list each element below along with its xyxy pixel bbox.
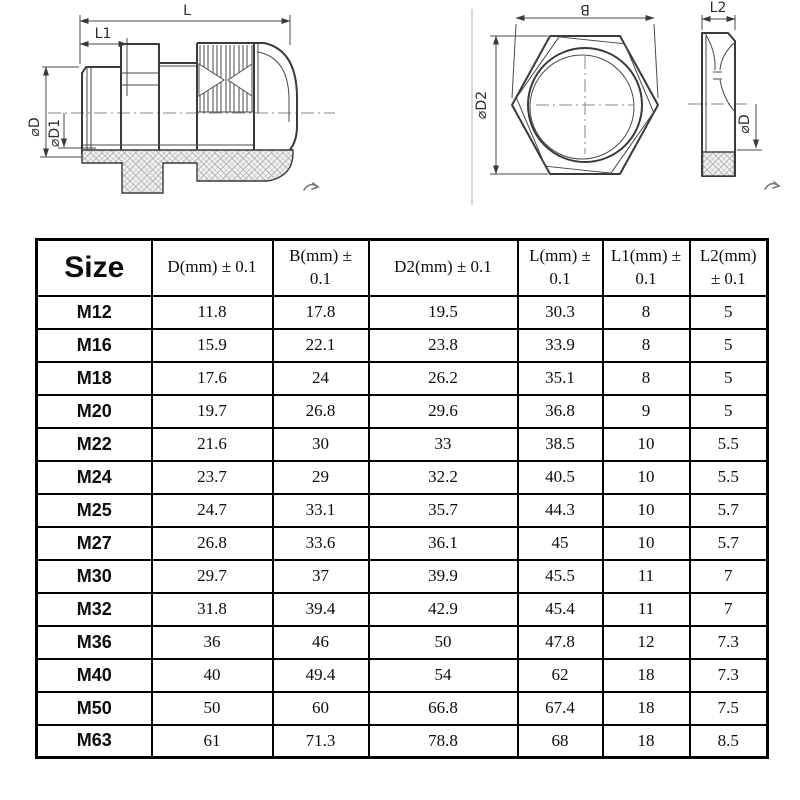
value-cell: 5	[690, 362, 768, 395]
value-cell: 29	[273, 461, 369, 494]
value-cell: 15.9	[152, 329, 273, 362]
table-row	[37, 329, 768, 362]
value-cell: 11	[603, 593, 690, 626]
size-cell: M63	[37, 725, 152, 758]
value-cell: 5	[690, 329, 768, 362]
header-l: L(mm) ± 0.1	[518, 240, 603, 296]
value-cell: 17.6	[152, 362, 273, 395]
value-cell: 5	[690, 395, 768, 428]
table-row	[37, 659, 768, 692]
header-d: D(mm) ± 0.1	[152, 240, 273, 296]
value-cell: 32.2	[369, 461, 518, 494]
table-row	[37, 560, 768, 593]
value-cell: 67.4	[518, 692, 603, 725]
spec-table-body	[37, 296, 768, 758]
dim-label-b: B	[580, 1, 590, 17]
header-l2: L2(mm) ± 0.1	[690, 240, 768, 296]
value-cell: 54	[369, 659, 518, 692]
table-row	[37, 494, 768, 527]
value-cell: 11	[603, 560, 690, 593]
value-cell: 7	[690, 560, 768, 593]
value-cell: 7	[690, 593, 768, 626]
rotation-mark-icon	[765, 182, 779, 189]
value-cell: 33.1	[273, 494, 369, 527]
dome-section	[254, 43, 297, 163]
value-cell: 29.6	[369, 395, 518, 428]
value-cell: 11.8	[152, 296, 273, 329]
value-cell: 30.3	[518, 296, 603, 329]
rotation-mark-icon	[304, 183, 318, 190]
header-l1: L1(mm) ± 0.1	[603, 240, 690, 296]
value-cell: 33.6	[273, 527, 369, 560]
value-cell: 47.8	[518, 626, 603, 659]
header-b: B(mm) ± 0.1	[273, 240, 369, 296]
size-cell: M36	[37, 626, 152, 659]
value-cell: 42.9	[369, 593, 518, 626]
side-view	[27, 3, 335, 193]
nut-section-hatch	[703, 152, 735, 176]
value-cell: 36.1	[369, 527, 518, 560]
value-cell: 45	[518, 527, 603, 560]
table-row	[37, 395, 768, 428]
value-cell: 49.4	[273, 659, 369, 692]
size-cell: M27	[37, 527, 152, 560]
table-row	[37, 527, 768, 560]
size-cell: M40	[37, 659, 152, 692]
size-cell: M32	[37, 593, 152, 626]
value-cell: 44.3	[518, 494, 603, 527]
value-cell: 17.8	[273, 296, 369, 329]
value-cell: 12	[603, 626, 690, 659]
value-cell: 61	[152, 725, 273, 758]
value-cell: 8	[603, 362, 690, 395]
value-cell: 62	[518, 659, 603, 692]
value-cell: 78.8	[369, 725, 518, 758]
value-cell: 18	[603, 725, 690, 758]
value-cell: 10	[603, 494, 690, 527]
value-cell: 10	[603, 461, 690, 494]
front-view	[474, 1, 660, 177]
header-row	[37, 240, 768, 296]
value-cell: 36.8	[518, 395, 603, 428]
table-row	[37, 626, 768, 659]
value-cell: 5.7	[690, 494, 768, 527]
value-cell: 31.8	[152, 593, 273, 626]
value-cell: 5.5	[690, 461, 768, 494]
dim-label-nut-d: ⌀D	[737, 114, 753, 134]
dim-label-d1: ⌀D1	[47, 118, 63, 148]
section-hatch	[82, 150, 293, 193]
value-cell: 30	[273, 428, 369, 461]
dim-label-l: L	[183, 3, 191, 19]
value-cell: 29.7	[152, 560, 273, 593]
spec-table	[35, 238, 769, 759]
value-cell: 60	[273, 692, 369, 725]
value-cell: 10	[603, 527, 690, 560]
value-cell: 19.7	[152, 395, 273, 428]
table-row	[37, 692, 768, 725]
size-cell: M22	[37, 428, 152, 461]
value-cell: 18	[603, 659, 690, 692]
table-row	[37, 362, 768, 395]
value-cell: 5.5	[690, 428, 768, 461]
value-cell: 18	[603, 692, 690, 725]
value-cell: 24.7	[152, 494, 273, 527]
value-cell: 71.3	[273, 725, 369, 758]
table-row	[37, 428, 768, 461]
value-cell: 66.8	[369, 692, 518, 725]
value-cell: 5	[690, 296, 768, 329]
value-cell: 68	[518, 725, 603, 758]
value-cell: 23.7	[152, 461, 273, 494]
size-cell: M50	[37, 692, 152, 725]
nut-view	[688, 0, 779, 189]
table-row	[37, 461, 768, 494]
value-cell: 38.5	[518, 428, 603, 461]
dim-label-l1: L1	[94, 26, 112, 42]
value-cell: 45.5	[518, 560, 603, 593]
value-cell: 10	[603, 428, 690, 461]
value-cell: 7.3	[690, 626, 768, 659]
value-cell: 9	[603, 395, 690, 428]
value-cell: 24	[273, 362, 369, 395]
header-size: Size	[37, 240, 152, 296]
size-cell: M25	[37, 494, 152, 527]
value-cell: 50	[152, 692, 273, 725]
value-cell: 50	[369, 626, 518, 659]
value-cell: 8	[603, 296, 690, 329]
size-cell: M18	[37, 362, 152, 395]
value-cell: 40.5	[518, 461, 603, 494]
table-row	[37, 296, 768, 329]
value-cell: 22.1	[273, 329, 369, 362]
value-cell: 8	[603, 329, 690, 362]
value-cell: 5.7	[690, 527, 768, 560]
technical-drawing	[0, 0, 800, 232]
value-cell: 8.5	[690, 725, 768, 758]
value-cell: 19.5	[369, 296, 518, 329]
value-cell: 33	[369, 428, 518, 461]
value-cell: 46	[273, 626, 369, 659]
size-cell: M12	[37, 296, 152, 329]
dim-label-d: ⌀D	[27, 117, 43, 137]
value-cell: 23.8	[369, 329, 518, 362]
value-cell: 40	[152, 659, 273, 692]
value-cell: 26.8	[152, 527, 273, 560]
value-cell: 35.1	[518, 362, 603, 395]
value-cell: 26.2	[369, 362, 518, 395]
value-cell: 35.7	[369, 494, 518, 527]
header-d2: D2(mm) ± 0.1	[369, 240, 518, 296]
value-cell: 39.9	[369, 560, 518, 593]
value-cell: 7.5	[690, 692, 768, 725]
chamfer-circle	[530, 55, 634, 159]
value-cell: 21.6	[152, 428, 273, 461]
table-row	[37, 593, 768, 626]
size-cell: M30	[37, 560, 152, 593]
dim-label-l2: L2	[709, 0, 727, 16]
value-cell: 45.4	[518, 593, 603, 626]
value-cell: 39.4	[273, 593, 369, 626]
table-row	[37, 725, 768, 758]
size-cell: M20	[37, 395, 152, 428]
value-cell: 33.9	[518, 329, 603, 362]
dim-label-d2: ⌀D2	[474, 90, 490, 120]
size-cell: M24	[37, 461, 152, 494]
size-cell: M16	[37, 329, 152, 362]
value-cell: 26.8	[273, 395, 369, 428]
value-cell: 37	[273, 560, 369, 593]
value-cell: 7.3	[690, 659, 768, 692]
value-cell: 36	[152, 626, 273, 659]
